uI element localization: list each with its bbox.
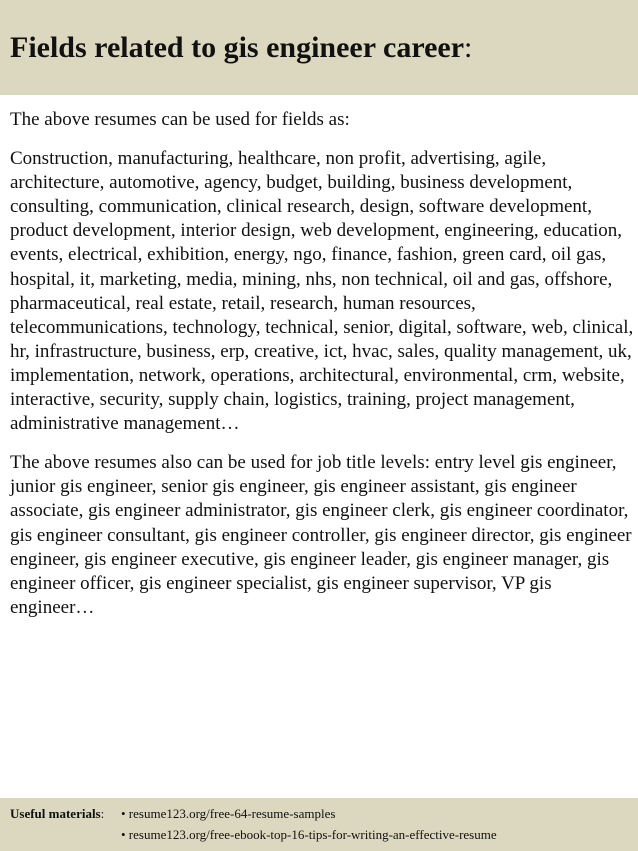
- useful-materials-label-text: Useful materials: [10, 806, 101, 821]
- ebook-tips-link[interactable]: • resume123.org/free-ebook-top-16-tips-for-writing-an-effective-resume: [121, 827, 497, 842]
- job-title-levels: The above resumes also can be used for job title levels: entry level gis engineer, junior gis engineer, senior gis engineer, gis engineer assistant, gis engineer associate, gis engineer administrator, gis engineer clerk, gis engineer coordinator, gis engineer consultant, gis engineer controller, gis engineer director, gis engineer engineer, gis engineer executive, gis engineer leader, gis engineer manager, gis engineer officer, gis engineer specialist, gis engineer supervisor, VP gis engineer…: [10, 452, 632, 618]
- intro-text: The above resumes can be used for fields as:: [10, 109, 350, 130]
- main-content: [10, 108, 634, 620]
- page-title-text: Fields related to gis engineer career: [10, 31, 465, 64]
- page-title-colon: :: [464, 31, 473, 64]
- useful-materials-colon: :: [100, 806, 105, 821]
- page-title: [10, 30, 472, 66]
- resume-samples-link[interactable]: • resume123.org/free-64-resume-samples: [121, 806, 336, 821]
- fields-list: Construction, manufacturing, healthcare, non profit, advertising, agile, architecture, automotive, agency, budget, building, business development, consulting, communication, clinical research, design, software development, product development, interior design, web development, engineering, education, events, electrical, exhibition, energy, ngo, finance, fashion, green card, oil gas, hospital, it, marketing, media, mining, nhs, non technical, oil and gas, offshore, pharmaceutical, real estate, retail, research, human resources, telecommunications, technology, technical, senior, digital, software, web, clinical, hr, infrastructure, business, erp, creative, ict, hvac, sales, quality management, uk, implementation, network, operations, architectural, environmental, crm, website, interactive, security, supply chain, logistics, training, project management, administrative management…: [10, 148, 634, 435]
- useful-materials-label: [10, 806, 104, 822]
